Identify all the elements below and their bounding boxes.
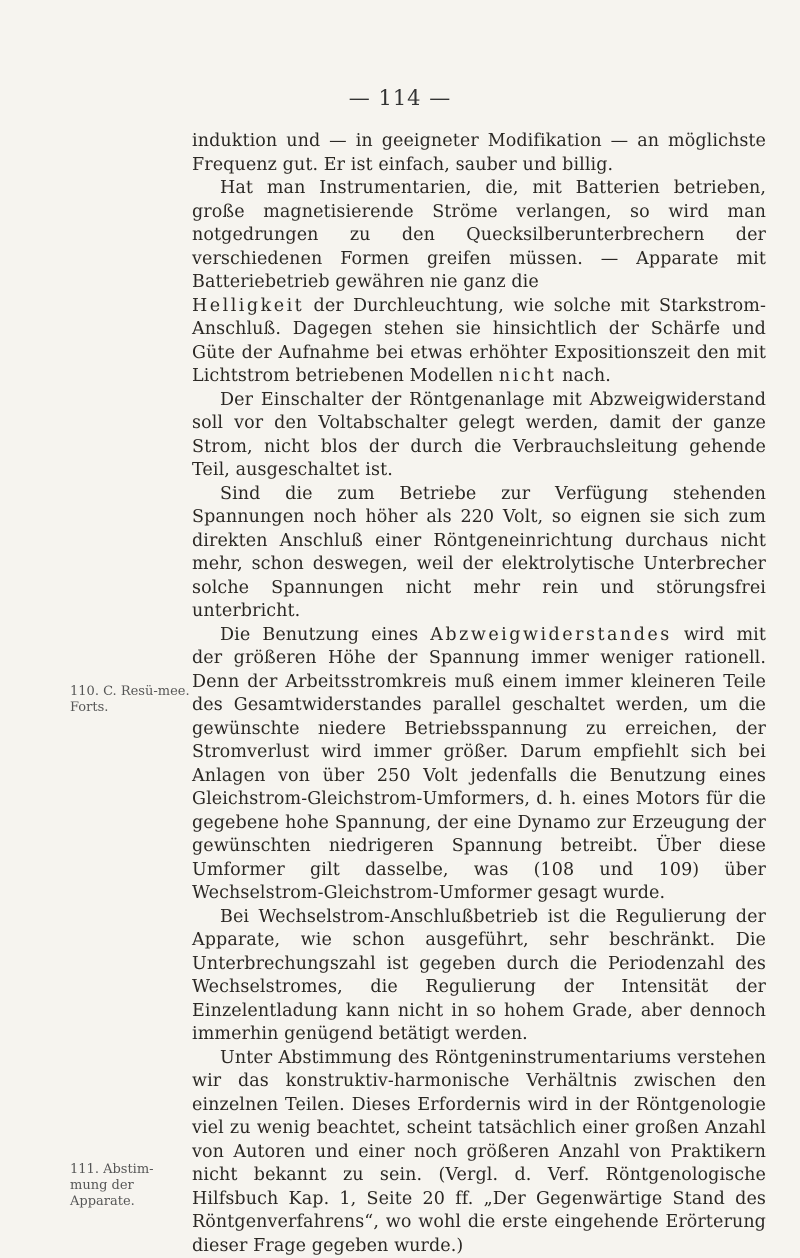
paragraph-text: Die Benutzung eines xyxy=(220,625,430,645)
side-note-111: 111. Abstim-mung der Apparate. xyxy=(70,1162,190,1210)
body-text xyxy=(192,130,766,1258)
paragraph xyxy=(192,624,766,906)
paragraph: Hat man Instrumentarien, die, mit Batterien betrieben, große magnetisierende Ströme verlangen, so wird man notgedrungen zu den Quecksilberunterbrechern der verschiedenen Formen greifen müssen. — Apparate mit Batteriebetrieb gewähren nie ganz die xyxy=(192,177,766,295)
side-note-110: 110. C. Resü-mee. Forts. xyxy=(70,684,190,716)
emphasis: nicht xyxy=(499,366,556,386)
paragraph-text: der Durchleuchtung, wie solche mit Starkstrom-Anschluß. Dagegen stehen sie hinsichtlich der Schärfe und Güte der Aufnahme bei etwas erhöhter Expositionszeit den mit Lichtstrom betriebenen Modellen xyxy=(192,296,766,387)
paragraph xyxy=(192,295,766,389)
paragraph-text: wird mit der größeren Höhe der Spannung immer weniger rationell. Denn der Arbeitsstromkreis muß einem immer kleineren Teile des Gesamtwiderstandes parallel geschaltet werden, um die gewünschte niedere Betriebsspannung zu erreichen, der Stromverlust wird immer größer. Darum empfiehlt sich bei Anlagen von über 250 Volt jedenfalls die Benutzung eines Gleichstrom-Gleichstrom-Umformers, d. h. eines Motors für die gegebene hohe Spannung, der eine Dynamo zur Erzeugung der gewünschten niedrigeren Spannung betreibt. Über diese Umformer gilt dasselbe, was (108 und 109) über Wechselstrom-Gleichstrom-Umformer gesagt wurde. xyxy=(192,625,766,904)
paragraph: Sind die zum Betriebe zur Verfügung stehenden Spannungen noch höher als 220 Volt, so eignen sie sich zum direkten Anschluß einer Röntgeneinrichtung durchaus nicht mehr, schon deswegen, weil der elektrolytische Unterbrecher solche Spannungen nicht mehr rein und störungsfrei unterbricht. xyxy=(192,483,766,624)
paragraph: Unter Abstimmung des Röntgeninstrumentariums verstehen wir das konstruktiv-harmonische Verhältnis zwischen den einzelnen Teilen. Dieses Erfordernis wird in der Röntgenologie viel zu wenig beachtet, scheint tatsächlich einer großen Anzahl von Autoren und einer noch größeren Anzahl von Praktikern nicht bekannt zu sein. (Vergl. d. Verf. Röntgenologische Hilfsbuch Kap. 1, Seite 20 ff. „Der Gegenwärtige Stand des Röntgenverfahrens“, wo wohl die erste eingehende Erörterung dieser Frage gegeben wurde.) xyxy=(192,1047,766,1258)
paragraph: Der Einschalter der Röntgenanlage mit Abzweigwiderstand soll vor den Voltabschalter gelegt werden, damit der ganze Strom, nicht blos der durch die Verbrauchsleitung gehende Teil, ausgeschaltet ist. xyxy=(192,389,766,483)
paragraph: Bei Wechselstrom-Anschlußbetrieb ist die Regulierung der Apparate, wie schon ausgeführt, sehr beschränkt. Die Unterbrechungszahl ist gegeben durch die Periodenzahl des Wechselstromes, die Regulierung der Intensität der Einzelentladung kann nicht in so hohem Grade, aber dennoch immerhin genügend betätigt werden. xyxy=(192,906,766,1047)
page-number: — 114 — xyxy=(0,86,800,110)
paragraph-text: nach. xyxy=(556,366,611,386)
paragraph: induktion und — in geeigneter Modifikation — an möglichste Frequenz gut. Er ist einfach, sauber und billig. xyxy=(192,130,766,177)
emphasis: Abzweigwiderstandes xyxy=(430,625,671,645)
emphasis: Helligkeit xyxy=(192,296,304,316)
